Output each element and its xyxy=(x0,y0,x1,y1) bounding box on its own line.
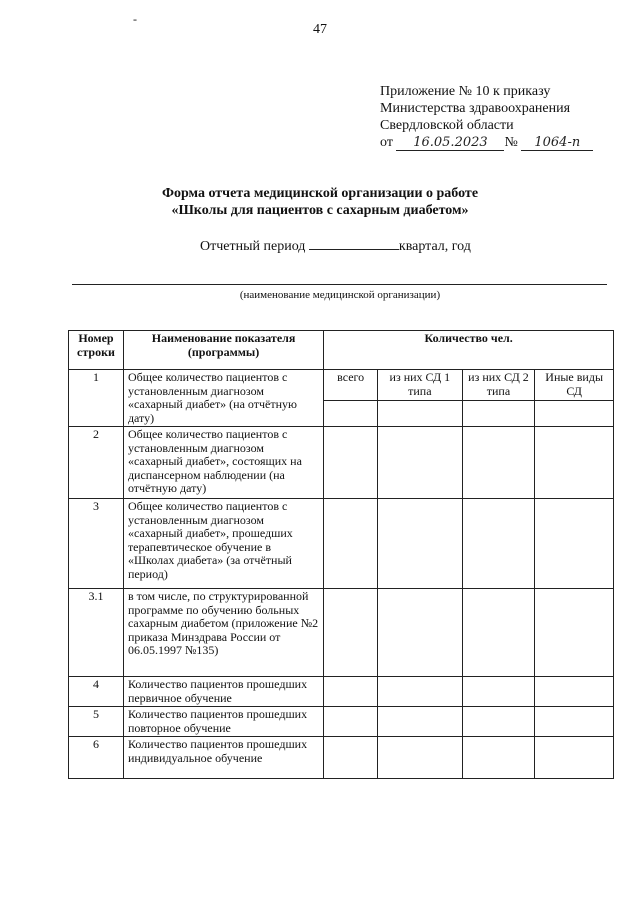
subheader-total: всего xyxy=(324,370,377,401)
org-name-caption: (наименование медицинской организации) xyxy=(239,289,441,301)
corner-mark: - xyxy=(133,12,137,26)
value-cell[interactable] xyxy=(535,499,614,589)
table-row xyxy=(69,499,614,589)
reporting-period xyxy=(200,237,471,255)
value-cell xyxy=(378,370,463,427)
row-indicator-name: Количество пациентов прошедших первичное обучение xyxy=(123,677,323,707)
value-cell[interactable] xyxy=(535,589,614,677)
period-label: Отчетный период xyxy=(200,239,306,254)
order-date: 16.05.2023 xyxy=(396,136,504,151)
table-header-row xyxy=(69,331,614,370)
order-number: 1064-п xyxy=(521,136,593,151)
value-cell[interactable] xyxy=(378,589,463,677)
row-indicator-name: Общее количество пациентов с установленным диагнозом «сахарный диабет», прошедших терапевтическое обучение в «Школах диабета» (за отчётный период) xyxy=(123,499,323,589)
value-cell[interactable] xyxy=(378,427,463,499)
value-cell[interactable] xyxy=(324,427,378,499)
page-number: 47 xyxy=(313,22,327,37)
value-cell[interactable] xyxy=(462,737,535,779)
value-cell[interactable] xyxy=(535,427,614,499)
appendix-line-2: Министерства здравоохранения xyxy=(380,101,571,116)
subheader-type1: из них СД 1 типа xyxy=(378,370,462,401)
value-cell[interactable] xyxy=(535,677,614,707)
appendix-line-3: Свердловской области xyxy=(380,118,514,133)
row-indicator-name: в том числе, по структурированной программе по обучению больных сахарным диабетом (приложение №2 приказа Минздрава России от 06.05.1997 №135) xyxy=(123,589,323,677)
appendix-block xyxy=(380,83,593,151)
row-number: 3 xyxy=(69,499,124,589)
row-indicator-name: Количество пациентов прошедших индивидуальное обучение xyxy=(123,737,323,779)
report-table xyxy=(68,330,614,779)
value-cell[interactable] xyxy=(462,427,535,499)
table-row xyxy=(69,427,614,499)
appendix-line-1: Приложение № 10 к приказу xyxy=(380,84,551,99)
value-cell[interactable] xyxy=(378,707,463,737)
org-name-line xyxy=(72,284,607,285)
value-cell[interactable] xyxy=(462,499,535,589)
table-row xyxy=(69,589,614,677)
value-cell xyxy=(462,370,535,427)
value-cell[interactable] xyxy=(324,737,378,779)
col-quantity-header: Количество чел. xyxy=(324,331,614,370)
form-title xyxy=(0,185,640,219)
row-number: 3.1 xyxy=(69,589,124,677)
period-blank xyxy=(309,237,399,250)
subheader-type2: из них СД 2 типа xyxy=(463,370,535,401)
value-cell[interactable] xyxy=(462,589,535,677)
value-cell[interactable] xyxy=(462,677,535,707)
row-number: 6 xyxy=(69,737,124,779)
value-cell[interactable] xyxy=(535,737,614,779)
value-cell[interactable] xyxy=(462,707,535,737)
table-row xyxy=(69,370,614,427)
table-row xyxy=(69,707,614,737)
row-number: 4 xyxy=(69,677,124,707)
value-cell[interactable] xyxy=(535,707,614,737)
table-row xyxy=(69,677,614,707)
row-number: 5 xyxy=(69,707,124,737)
number-label: № xyxy=(504,135,518,150)
subheader-other: Иные виды СД xyxy=(535,370,613,401)
col-name-header: Наименование показателя (программы) xyxy=(123,331,323,370)
row-indicator-name: Количество пациентов прошедших повторное обучение xyxy=(123,707,323,737)
row-number: 1 xyxy=(69,370,124,427)
title-line-1: Форма отчета медицинской организации о работе xyxy=(161,186,479,201)
value-cell[interactable] xyxy=(378,677,463,707)
title-line-2: «Школы для пациентов с сахарным диабетом» xyxy=(171,203,469,218)
from-label: от xyxy=(380,135,393,150)
period-suffix: квартал, год xyxy=(398,239,471,254)
value-cell[interactable] xyxy=(324,499,378,589)
value-cell[interactable] xyxy=(324,707,378,737)
col-number-header: Номер строки xyxy=(69,331,124,370)
value-cell[interactable] xyxy=(324,677,378,707)
value-cell xyxy=(324,370,378,427)
row-indicator-name: Общее количество пациентов с установленным диагнозом «сахарный диабет» (на отчётную дату) xyxy=(123,370,323,427)
table-row xyxy=(69,737,614,779)
value-cell[interactable] xyxy=(324,589,378,677)
value-cell[interactable] xyxy=(378,737,463,779)
row-number: 2 xyxy=(69,427,124,499)
row-indicator-name: Общее количество пациентов с установленным диагнозом «сахарный диабет», состоящих на диспансерном наблюдении (на отчётную дату) xyxy=(123,427,323,499)
appendix-date-row xyxy=(380,134,593,151)
value-cell xyxy=(535,370,614,427)
value-cell[interactable] xyxy=(378,499,463,589)
